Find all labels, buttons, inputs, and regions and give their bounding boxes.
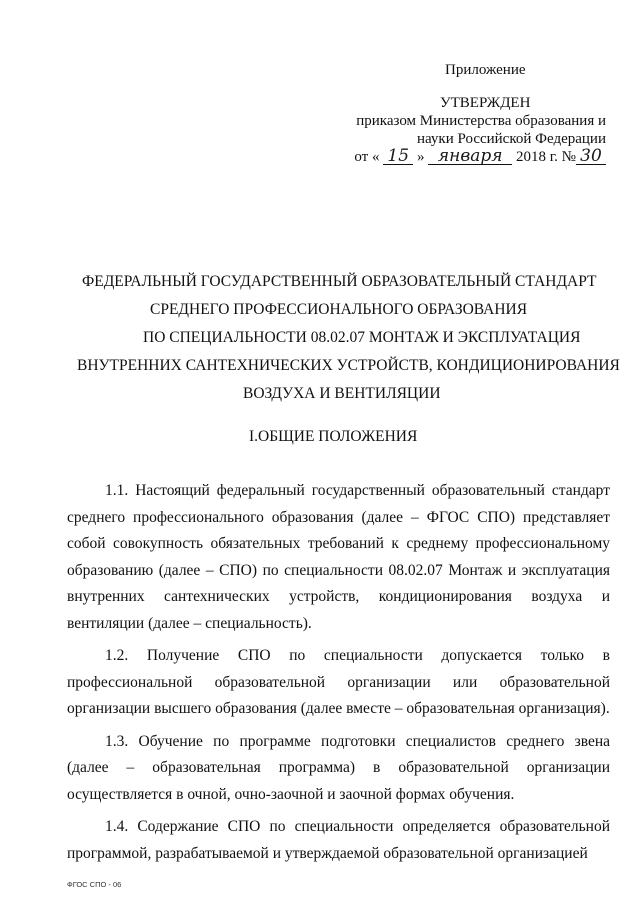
order-line-2: науки Российской Федерации (416, 131, 606, 147)
title-line-2: СРЕДНЕГО ПРОФЕССИОНАЛЬНОГО ОБРАЗОВАНИЯ (150, 301, 528, 318)
date-day-handwritten: 15 (383, 149, 413, 165)
date-month-handwritten: января (428, 149, 512, 165)
title-line-5: ВОЗДУХА И ВЕНТИЛЯЦИИ (243, 385, 441, 402)
title-line-4: ВНУТРЕННИХ САНТЕХНИЧЕСКИХ УСТРОЙСТВ, КОНДИЦИОНИРОВАНИЯ (77, 357, 620, 374)
paragraph-1-3: 1.3. Обучение по программе подготовки специалистов среднего звена (далее – образовательная программа) в образовательной организации осуществляется в очной, очно-заочной и заочной формах обучения. (67, 732, 610, 803)
document-title (0, 268, 640, 408)
approved-label: УТВЕРЖДЕН (440, 95, 531, 111)
date-mid: » (416, 149, 425, 165)
title-line-3: ПО СПЕЦИАЛЬНОСТИ 08.02.07 МОНТАЖ И ЭКСПЛУАТАЦИЯ (143, 329, 581, 346)
order-date-line (354, 146, 606, 166)
order-line-1: приказом Министерства образования и (356, 113, 606, 129)
date-suffix: 2018 г. № (515, 149, 576, 165)
paragraph-1-1: 1.1. Настоящий федеральный государственный образовательный стандарт среднего профессионального образования (далее – ФГОС СПО) представляет собой совокупность обязательных требований к среднему профессиональному образованию (далее – СПО) по специальности 08.02.07 Монтаж и эксплуатация внутренних сантехнических устройств, кондиционирования воздуха и вентиляции (далее – специальность). (67, 482, 610, 632)
date-prefix: от « (354, 149, 380, 165)
document-body (67, 478, 610, 867)
order-number-handwritten: 30 (576, 149, 606, 165)
appendix-label: Приложение (445, 62, 526, 78)
page-footer: ФГОС СПО - 06 (67, 880, 122, 889)
section-heading: I.ОБЩИЕ ПОЛОЖЕНИЯ (249, 428, 418, 445)
paragraph-1-2: 1.2. Получение СПО по специальности допускается только в профессиональной образовательной организации или образовательной организации высшего образования (далее вместе – образовательная организация). (67, 647, 610, 717)
title-line-1: ФЕДЕРАЛЬНЫЙ ГОСУДАРСТВЕННЫЙ ОБРАЗОВАТЕЛЬНЫЙ СТАНДАРТ (82, 273, 597, 290)
paragraph-1-4: 1.4. Содержание СПО по специальности определяется образовательной программой, разрабатываемой и утверждаемой образовательной организацией (67, 818, 610, 862)
